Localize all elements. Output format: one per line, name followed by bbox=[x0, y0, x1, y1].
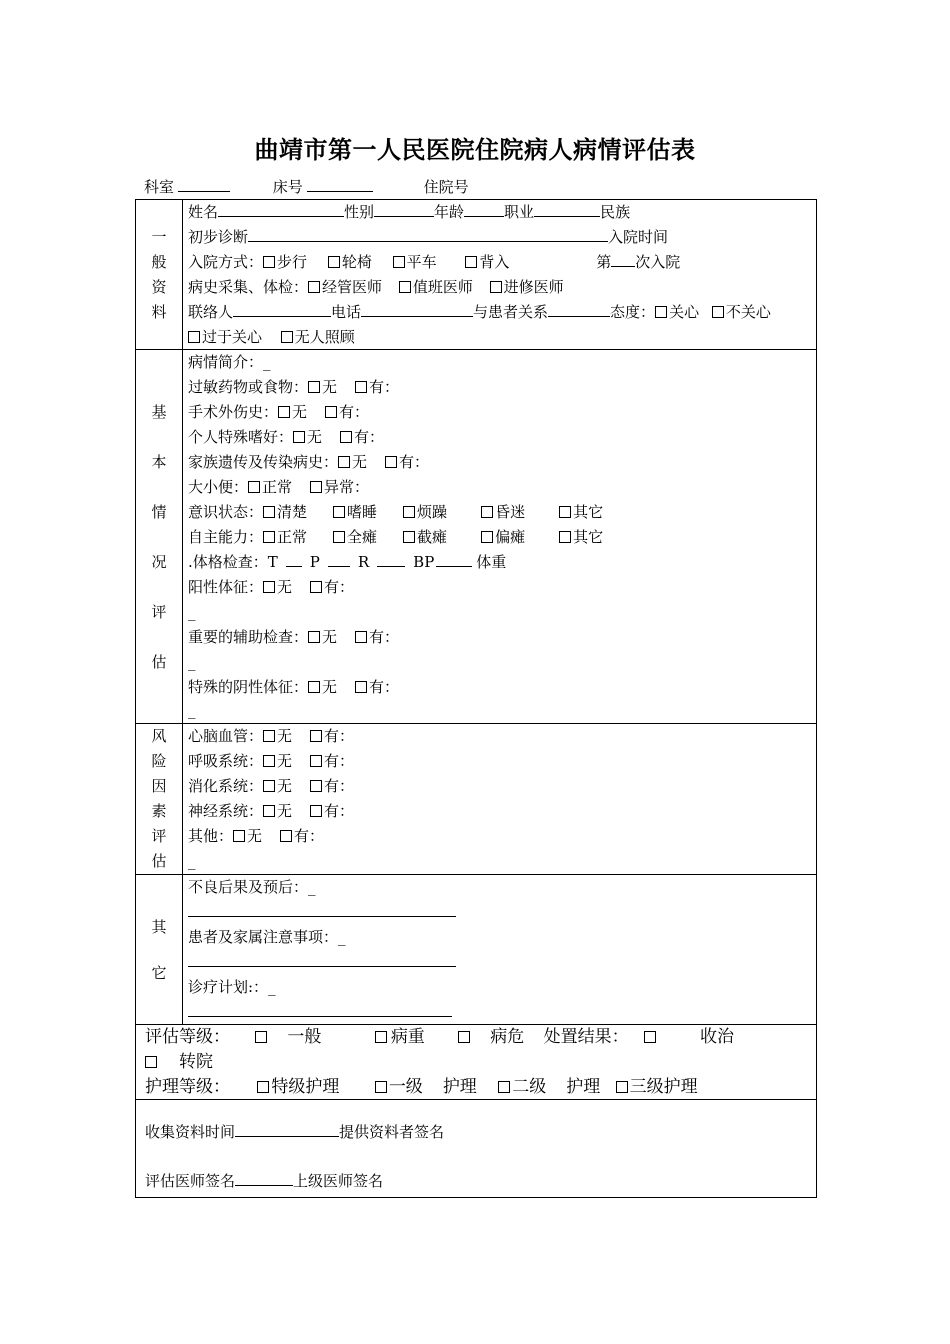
contact-field[interactable] bbox=[233, 302, 331, 317]
form-header bbox=[144, 176, 469, 197]
nocare-checkbox[interactable] bbox=[281, 331, 293, 343]
section-risk: 风 险 因 素 评 估 心脑血管： 无 有： 呼吸系统： 无 有： 消化系统： 无 有： 神经系统： 无 有： 其他： 无 有： _ bbox=[136, 724, 816, 875]
doc1-checkbox[interactable] bbox=[308, 281, 320, 293]
positive-line: 阳性体征： 无 有： bbox=[188, 578, 355, 596]
doc3-checkbox[interactable] bbox=[490, 281, 502, 293]
negative-yes-checkbox[interactable] bbox=[355, 681, 367, 693]
conscious-1-checkbox[interactable] bbox=[263, 506, 275, 518]
job-field[interactable] bbox=[534, 202, 600, 217]
sign-line: 评估医师签名 上级医师签名 bbox=[145, 1172, 384, 1190]
conscious-line: 意识状态： 清楚 嗜睡 烦躁 昏迷 其它 bbox=[188, 503, 604, 521]
collect-line: 收集资料时间 提供资料者签名 bbox=[145, 1123, 445, 1141]
family-no-checkbox[interactable] bbox=[338, 456, 350, 468]
bed-label: 床号 bbox=[272, 178, 303, 196]
general-line-5: 联络人 电话 与患者关系 态度： 关心 不关心 bbox=[188, 303, 771, 321]
walk-checkbox[interactable] bbox=[263, 256, 275, 268]
negative-line: 特殊的阴性体征： 无 有： bbox=[188, 678, 400, 696]
habit-no-checkbox[interactable] bbox=[293, 431, 305, 443]
admit-checkbox[interactable] bbox=[644, 1031, 656, 1043]
other-risk-line: 其他： 无 有： bbox=[188, 827, 325, 845]
neuro-yes-checkbox[interactable] bbox=[310, 805, 322, 817]
assessment-table bbox=[135, 199, 817, 1198]
ability-line: 自主能力： 正常 全瘫 截瘫 偏瘫 其它 bbox=[188, 528, 604, 546]
cardio-yes-checkbox[interactable] bbox=[310, 730, 322, 742]
conscious-5-checkbox[interactable] bbox=[559, 506, 571, 518]
transfer-checkbox[interactable] bbox=[145, 1056, 157, 1068]
ability-2-checkbox[interactable] bbox=[333, 531, 345, 543]
nursing-second-checkbox[interactable] bbox=[498, 1081, 510, 1093]
negative-no-checkbox[interactable] bbox=[308, 681, 320, 693]
name-field[interactable] bbox=[218, 202, 344, 217]
allergy-no-checkbox[interactable] bbox=[308, 381, 320, 393]
digest-yes-checkbox[interactable] bbox=[310, 780, 322, 792]
overcaring-checkbox[interactable] bbox=[188, 331, 200, 343]
exam-line: .体格检查：T P R BP 体重 bbox=[188, 553, 507, 571]
section-others bbox=[136, 875, 816, 1025]
section-grade bbox=[136, 1025, 816, 1100]
wheelchair-checkbox[interactable] bbox=[328, 256, 340, 268]
positive-no-checkbox[interactable] bbox=[263, 581, 275, 593]
resp-field[interactable] bbox=[377, 552, 405, 567]
caring-checkbox[interactable] bbox=[655, 306, 667, 318]
relation-field[interactable] bbox=[548, 302, 610, 317]
page-title: 曲靖市第一人民医院住院病人病情评估表 bbox=[254, 136, 696, 164]
resp-line: 呼吸系统： 无 有： bbox=[188, 752, 355, 770]
bp-field[interactable] bbox=[436, 552, 472, 567]
digest-line: 消化系统： 无 有： bbox=[188, 777, 355, 795]
section-general bbox=[136, 200, 816, 350]
transfer-line: 转院 bbox=[145, 1050, 812, 1075]
section-basic-label: 基 本 情 况 评 估 bbox=[136, 350, 183, 723]
cardio-line: 心脑血管： 无 有： bbox=[188, 727, 355, 745]
family-notes-field[interactable] bbox=[188, 965, 456, 967]
aux-no-checkbox[interactable] bbox=[308, 631, 320, 643]
conscious-4-checkbox[interactable] bbox=[481, 506, 493, 518]
pulse-field[interactable] bbox=[328, 552, 350, 567]
conscious-3-checkbox[interactable] bbox=[403, 506, 415, 518]
surgery-no-checkbox[interactable] bbox=[278, 406, 290, 418]
doc2-checkbox[interactable] bbox=[399, 281, 411, 293]
resp-no-checkbox[interactable] bbox=[263, 755, 275, 767]
section-signatures bbox=[145, 1120, 444, 1194]
dept-field[interactable] bbox=[178, 177, 230, 192]
general-line-4: 病史采集、体检： 经管医师 值班医师 进修医师 bbox=[188, 278, 564, 296]
other-yes-checkbox[interactable] bbox=[280, 830, 292, 842]
positive-yes-checkbox[interactable] bbox=[310, 581, 322, 593]
temp-field[interactable] bbox=[286, 552, 302, 567]
neuro-no-checkbox[interactable] bbox=[263, 805, 275, 817]
diagnosis-field[interactable] bbox=[248, 227, 608, 242]
admission-label: 住院号 bbox=[423, 178, 469, 196]
uncaring-checkbox[interactable] bbox=[712, 306, 724, 318]
excretion-line: 大小便： 正常 异常： bbox=[188, 478, 370, 496]
excretion-abnormal-checkbox[interactable] bbox=[310, 481, 322, 493]
aux-line: 重要的辅助检查： 无 有： bbox=[188, 628, 400, 646]
family-notes-line: 患者及家属注意事项：_ bbox=[188, 928, 346, 946]
plan-field[interactable] bbox=[188, 1015, 452, 1017]
outcome-line: 不良后果及预后：_ bbox=[188, 878, 316, 896]
conscious-2-checkbox[interactable] bbox=[333, 506, 345, 518]
plan-line: 诊疗计划:：_ bbox=[188, 978, 276, 996]
age-field[interactable] bbox=[464, 202, 504, 217]
section-general-label: 一 般 资 料 bbox=[136, 200, 183, 349]
nursing-third-checkbox[interactable] bbox=[616, 1081, 628, 1093]
section-others-label: 其 它 bbox=[136, 875, 183, 1024]
cardio-no-checkbox[interactable] bbox=[263, 730, 275, 742]
nursing-line: 护理等级： 特级护理 一级 护理 二级 护理 三级护理 bbox=[145, 1077, 698, 1097]
habit-line: 个人特殊嗜好： 无 有： bbox=[188, 428, 385, 446]
nursing-special-checkbox[interactable] bbox=[257, 1081, 269, 1093]
excretion-normal-checkbox[interactable] bbox=[248, 481, 260, 493]
habit-yes-checkbox[interactable] bbox=[340, 431, 352, 443]
collect-time-field[interactable] bbox=[235, 1122, 339, 1137]
surgery-line: 手术外伤史： 无 有： bbox=[188, 403, 370, 421]
ability-5-checkbox[interactable] bbox=[559, 531, 571, 543]
allergy-line: 过敏药物或食物： 无 有： bbox=[188, 378, 400, 396]
other-no-checkbox[interactable] bbox=[233, 830, 245, 842]
outcome-field[interactable] bbox=[188, 915, 456, 917]
digest-no-checkbox[interactable] bbox=[263, 780, 275, 792]
general-line-3: 入院方式： 步行 轮椅 平车 背入 第 次入院 bbox=[188, 253, 681, 271]
brief-line: 病情简介：_ bbox=[188, 353, 271, 371]
grade-critical-checkbox[interactable] bbox=[458, 1031, 470, 1043]
surgery-yes-checkbox[interactable] bbox=[325, 406, 337, 418]
ability-1-checkbox[interactable] bbox=[263, 531, 275, 543]
family-yes-checkbox[interactable] bbox=[385, 456, 397, 468]
admission-count-field[interactable] bbox=[611, 252, 635, 267]
flatcar-checkbox[interactable] bbox=[393, 256, 405, 268]
sex-field[interactable] bbox=[374, 202, 434, 217]
dept-label: 科室 bbox=[144, 178, 175, 196]
section-risk-label: 风 险 因 素 评 估 bbox=[136, 724, 183, 874]
assessor-sign-field[interactable] bbox=[235, 1171, 293, 1186]
general-line-6: 过于关心 无人照顾 bbox=[188, 325, 812, 350]
bed-field[interactable] bbox=[307, 177, 373, 192]
general-line-2: 初步诊断 入院时间 bbox=[188, 228, 669, 246]
eval-line: 评估等级： 一般 病重 病危 处置结果： 收治 bbox=[145, 1027, 735, 1047]
ability-4-checkbox[interactable] bbox=[481, 531, 493, 543]
aux-yes-checkbox[interactable] bbox=[355, 631, 367, 643]
family-line: 家族遗传及传染病史： 无 有： bbox=[188, 453, 430, 471]
carried-checkbox[interactable] bbox=[465, 256, 477, 268]
ability-3-checkbox[interactable] bbox=[403, 531, 415, 543]
allergy-yes-checkbox[interactable] bbox=[355, 381, 367, 393]
grade-general-checkbox[interactable] bbox=[255, 1031, 267, 1043]
general-line-1: 姓名 性别 年龄 职业 民族 bbox=[188, 203, 631, 221]
nursing-first-checkbox[interactable] bbox=[375, 1081, 387, 1093]
resp-yes-checkbox[interactable] bbox=[310, 755, 322, 767]
section-basic: 基 本 情 况 评 估 病情简介：_ 过敏药物或食物： 无 有： 手术外伤史： 无 有： 个人特殊嗜好： 无 有： 家族遗传及传染病史： 无 有： 大小便： 正常 异常： 意识状态： 清楚 嗜睡 烦躁 昏迷 其它 自主能力： 正常 全瘫 截瘫 偏瘫 其它 .体格检查：T P R BP 体重 阳性体征： 无 有： _ 重要的辅助检查： 无 有： _ 特殊的阴性体征： 无 有： _ bbox=[136, 350, 816, 724]
phone-field[interactable] bbox=[361, 302, 473, 317]
grade-serious-checkbox[interactable] bbox=[375, 1031, 387, 1043]
neuro-line: 神经系统： 无 有： bbox=[188, 802, 355, 820]
